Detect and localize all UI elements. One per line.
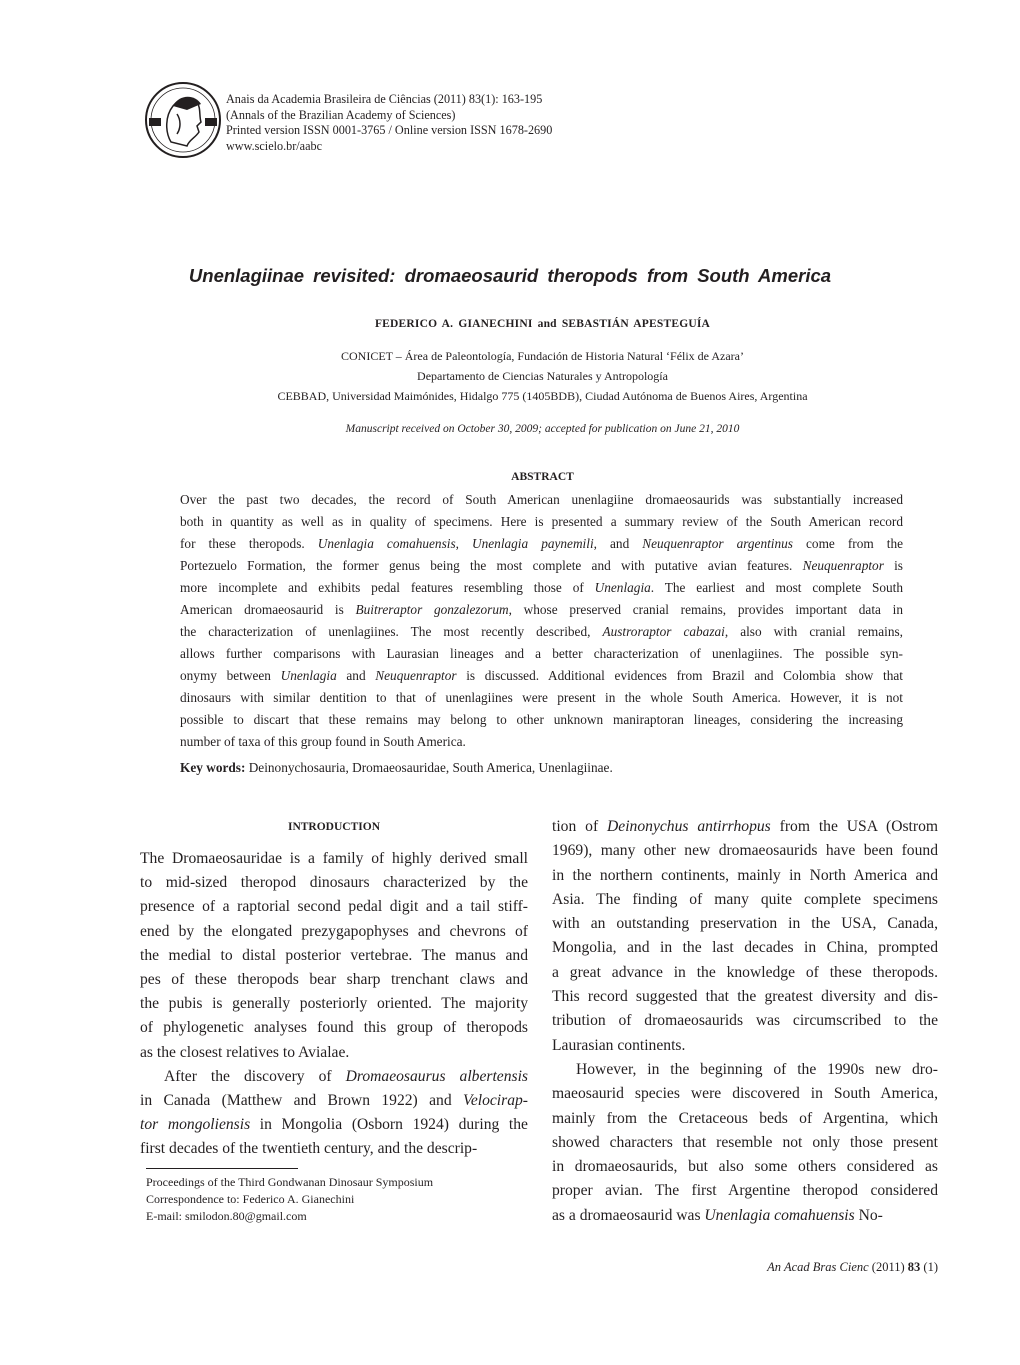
text-line — [140, 992, 528, 1016]
footer-journal: An Acad Bras Cienc — [767, 1260, 869, 1274]
text-segment: a great advance in the knowledge of these theropods. — [552, 963, 938, 981]
text-line — [140, 1041, 528, 1065]
text-line — [552, 1058, 938, 1082]
text-segment: allows further comparisons with Laurasian lineages and a better characterization of unenlagiines. The possible syn- — [180, 646, 903, 661]
text-segment: After the discovery of — [164, 1067, 346, 1085]
text-segment: The Dromaeosauridae is a family of highly derived small — [140, 850, 528, 867]
text-segment: Mongolia, and in the last decades in China, prompted — [552, 939, 938, 957]
abstract-body — [180, 489, 903, 753]
text-segment: the pubis is generally posteriorly oriented. The majority — [140, 995, 528, 1013]
taxon-name: Unenlagia comahuensis — [317, 536, 456, 551]
text-segment: in dromaeosaurids, but also some others considered as — [552, 1158, 938, 1176]
text-segment: However, in the beginning of the 1990s new dro- — [576, 1060, 938, 1078]
text-segment: with an outstanding preservation in the USA, Canada, — [552, 915, 938, 933]
text-line — [140, 1065, 528, 1089]
text-line — [180, 709, 903, 731]
taxon-name: Neuquenraptor argentinus — [642, 536, 793, 551]
text-segment: , whose preserved cranial remains, provides important data in — [508, 602, 903, 617]
text-line — [180, 687, 903, 709]
text-segment: of phylogenetic analyses found this group of theropods — [140, 1019, 528, 1037]
text-line — [552, 888, 938, 912]
text-segment: pes of these theropods bear sharp trenchant claws and — [140, 971, 528, 989]
footnote-divider — [146, 1168, 298, 1169]
journal-english-name: (Annals of the Brazilian Academy of Sciences) — [226, 107, 456, 122]
body-column-left — [140, 847, 528, 1162]
introduction-heading: INTRODUCTION — [287, 821, 380, 833]
text-segment: tion of — [552, 818, 608, 835]
text-line — [552, 985, 938, 1009]
taxon-name: tor mongoliensis — [140, 1116, 251, 1134]
text-segment: is — [883, 558, 903, 573]
text-segment: American dromaeosaurid is — [180, 602, 356, 617]
text-line — [180, 533, 903, 555]
text-segment: tribution of dromaeosaurids was circumscribed to the — [552, 1012, 938, 1030]
affiliation-line: Departamento de Ciencias Naturales y Antropología — [417, 369, 668, 383]
text-line — [140, 944, 528, 968]
text-segment: proper avian. The first Argentine theropod considered — [552, 1182, 938, 1200]
text-segment: as a dromaeosaurid was — [552, 1206, 705, 1224]
text-line — [140, 895, 528, 919]
text-segment: . The earliest and most complete South — [650, 580, 903, 595]
affiliation-line: CONICET – Área de Paleontología, Fundación de Historia Natural ‘Félix de Azara’ — [340, 349, 744, 363]
text-line — [140, 1137, 528, 1161]
text-segment: the characterization of unenlagiines. The most recently described, — [180, 624, 603, 639]
text-segment: possible to discart that these remains may belong to other unknown maniraptoran lineages, considering the increasing — [180, 712, 903, 727]
footnote-email[interactable]: E-mail: smilodon.80@gmail.com — [146, 1209, 307, 1223]
affiliation-line: CEBBAD, Universidad Maimónides, Hidalgo 775 (1405BDB), Ciudad Autónoma de Buenos Aires, Argentina — [277, 389, 808, 403]
text-line — [552, 1179, 938, 1203]
text-segment: 1969), many other new dromaeosaurids have been found — [552, 842, 938, 860]
text-line — [552, 1155, 938, 1179]
text-line — [140, 1089, 528, 1113]
text-line — [180, 643, 903, 665]
article-authors: FEDERICO A. GIANECHINI and SEBASTIÁN APESTEGUÍA — [374, 318, 711, 330]
taxon-name: Unenlagia — [280, 668, 337, 683]
text-line — [140, 968, 528, 992]
text-line — [552, 1204, 938, 1228]
text-line — [552, 1034, 938, 1058]
text-segment: , also with cranial remains, — [724, 624, 903, 639]
taxon-name: Neuquenraptor — [802, 558, 884, 573]
text-segment: Over the past two decades, the record of South American unenlagiine dromaeosaurids was substantially increased — [180, 492, 903, 507]
text-segment: Portezuelo Formation, the former genus being the most complete and with putative avian features. — [180, 558, 803, 573]
text-segment: the medial to distal posterior vertebrae. The manus and — [140, 946, 528, 964]
taxon-name: Deinonychus antirrhopus — [607, 818, 771, 835]
text-line — [552, 961, 938, 985]
text-segment: , and — [593, 536, 643, 551]
academy-logo — [143, 80, 223, 160]
text-line — [180, 511, 903, 533]
journal-citation: Anais da Academia Brasileira de Ciências (2011) 83(1): 163-195 — [226, 92, 543, 106]
text-line — [552, 912, 938, 936]
text-line — [552, 1131, 938, 1155]
taxon-name: Neuquenraptor — [375, 668, 457, 683]
taxon-name: Velocirap- — [463, 1092, 528, 1110]
footer-year: (2011) — [868, 1260, 908, 1274]
text-line — [552, 936, 938, 960]
text-line — [180, 665, 903, 687]
text-segment: mainly from the Cretaceous beds of Argentina, which — [552, 1109, 938, 1127]
keywords-label: Key words: — [180, 760, 246, 775]
text-line — [180, 489, 903, 511]
text-segment: Laurasian continents. — [552, 1036, 686, 1054]
text-segment: for these theropods. — [180, 536, 318, 551]
body-column-right — [552, 815, 938, 1228]
text-line — [180, 577, 903, 599]
text-segment: and — [336, 668, 376, 683]
keywords-text: Deinonychosauria, Dromaeosauridae, South America, Unenlagiinae. — [245, 760, 613, 775]
text-segment: come from the — [792, 536, 903, 551]
keywords — [180, 760, 613, 776]
text-line — [180, 599, 903, 621]
text-line — [552, 815, 938, 839]
article-title: Unenlagiinae revisited: dromaeosaurid theropods from South America — [188, 265, 832, 286]
footer-issue: (1) — [920, 1260, 938, 1274]
text-line — [140, 847, 528, 871]
text-line — [180, 555, 903, 577]
text-line — [552, 839, 938, 863]
text-segment: more incomplete and exhibits pedal features resembling those of — [180, 580, 595, 595]
journal-issn: Printed version ISSN 0001-3765 / Online version ISSN 1678-2690 — [226, 123, 553, 137]
text-segment: to mid-sized theropod dinosaurs characterized by the — [140, 874, 528, 892]
text-line — [552, 1107, 938, 1131]
text-line — [140, 1016, 528, 1040]
text-segment: in Mongolia (Osborn 1924) during the — [250, 1116, 528, 1134]
text-segment: , — [455, 536, 473, 551]
text-segment: ened by the elongated prezygapophyses and chevrons of — [140, 922, 528, 940]
taxon-name: Unenlagia — [594, 580, 651, 595]
footer-volume: 83 — [907, 1260, 921, 1274]
text-segment: Asia. The finding of many quite complete specimens — [552, 890, 938, 908]
text-segment: dinosaurs with similar dentition to that of unenlagiines were present in the whole South America. However, it is not — [180, 690, 903, 705]
text-segment: both in quantity as well as in quality of specimens. Here is presented a summary review of the South American record — [180, 514, 903, 529]
abstract-heading: ABSTRACT — [511, 471, 574, 483]
text-line — [552, 1009, 938, 1033]
text-line — [140, 871, 528, 895]
taxon-name: Unenlagia paynemili — [472, 536, 594, 551]
taxon-name: Austroraptor cabazai — [602, 624, 725, 639]
text-line — [552, 864, 938, 888]
footnote-symposium: Proceedings of the Third Gondwanan Dinosaur Symposium — [146, 1175, 434, 1189]
text-segment: in the northern continents, mainly in North America and — [552, 866, 938, 884]
footnote-correspondence: Correspondence to: Federico A. Gianechini — [146, 1192, 355, 1206]
taxon-name: Unenlagia comahuensis — [704, 1206, 855, 1224]
taxon-name: Buitreraptor gonzalezorum — [355, 602, 509, 617]
text-segment: showed characters that resemble not only those present — [552, 1133, 938, 1151]
text-segment: No- — [854, 1206, 883, 1224]
text-segment: onymy between — [180, 668, 281, 683]
text-line — [180, 621, 903, 643]
footnotes — [146, 1174, 433, 1225]
page-footer — [767, 1260, 938, 1275]
text-line — [140, 1113, 528, 1137]
text-line — [140, 920, 528, 944]
text-line — [552, 1082, 938, 1106]
text-segment: from the USA (Ostrom — [770, 818, 938, 835]
text-segment: maeosaurid species were discovered in South America, — [552, 1085, 938, 1103]
text-line — [180, 731, 903, 753]
manuscript-dates: Manuscript received on October 30, 2009; accepted for publication on June 21, 2010 — [345, 423, 740, 435]
journal-info — [226, 92, 552, 154]
text-segment: as the closest relatives to Avialae. — [140, 1043, 350, 1061]
affiliation — [0, 346, 1020, 406]
text-segment: This record suggested that the greatest diversity and dis- — [552, 988, 938, 1006]
text-segment: is discussed. Additional evidences from Brazil and Colombia show that — [456, 668, 903, 683]
journal-url[interactable]: www.scielo.br/aabc — [226, 138, 322, 153]
text-segment: first decades of the twentieth century, and the descrip- — [140, 1140, 478, 1158]
text-segment: presence of a raptorial second pedal digit and a tail stiff- — [140, 898, 528, 916]
text-segment: in Canada (Matthew and Brown 1922) and — [140, 1092, 464, 1110]
taxon-name: Dromaeosaurus albertensis — [345, 1067, 528, 1085]
text-segment: number of taxa of this group found in South America. — [180, 734, 466, 749]
